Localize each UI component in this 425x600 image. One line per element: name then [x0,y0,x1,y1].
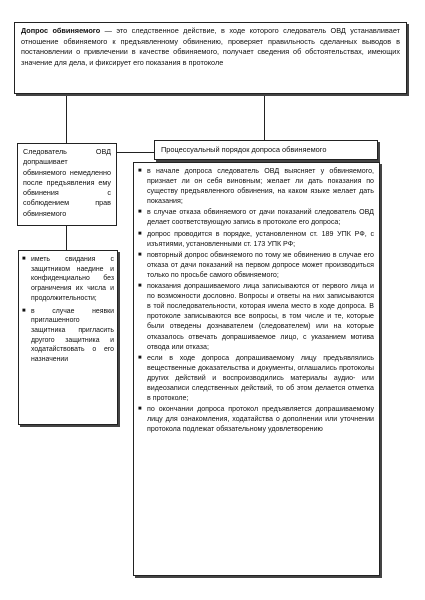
procedure-box [133,162,380,576]
procedure-item: ■ в начале допроса следователь ОВД выясняет у обвиняемого, признает ли он себя виновным; желает ли дать показания по существу предъявленного обвинения, на каком языке желает дать показания; [138,166,374,206]
connector-def-right [264,94,265,140]
investigator-box [17,143,117,226]
procedure-item: ■ показания допрашиваемого лица записываются от первого лица и по возможности дословно. Вопросы и ответы на них записываются в той последовательности, которая имела место в ходе допроса. В протоколе записываются все вопросы, в том числе и те, которые были отведены дознавателем (следователем) или на которые отказалось отвечать допрашиваемое лицо, с указанием мотива отвода или отказа; [138,281,374,352]
procedure-list [138,166,374,434]
rights-item: ■ иметь свидания с защитником наедине и конфиденциально без ограничения их числа и продолжительности; [22,255,114,304]
procedure-item: ■ по окончании допроса протокол предъявляется допрашиваемому лицу для ознакомления, ходатайства о дополнении или уточнении протокола подлежат обязательному удовлетворению [138,404,374,434]
rights-item: ■ в случае неявки приглашенного защитника пригласить другого защитника и ходатайствовать о его назначении [22,307,114,365]
rights-list [22,255,114,365]
procedure-item: ■ допрос проводится в порядке, установленном ст. 189 УПК РФ, с изъятиями, установленными ст. 173 УПК РФ; [138,229,374,249]
investigator-text: Следователь ОВД допрашивает обвиняемого немедленно после предъявления ему обвинения с соблюдением прав обвиняемого [23,147,111,218]
definition-term: Допрос обвиняемого [21,26,101,35]
definition-box [14,22,407,94]
procedure-item: ■ если в ходе допроса допрашиваемому лицу предъявлялись вещественные доказательства и документы, оглашались протоколы других действий и воспроизводились материалы аудио- или видеозаписи следственных действий, то об этом делается отметка в протоколе; [138,353,374,403]
connector-def-left [66,94,67,143]
procedure-title: Процессуальный порядок допроса обвиняемого [161,145,327,154]
connector-investigator-rights [66,226,67,250]
connector-investigator-procedure [117,152,154,153]
definition-text [21,26,400,68]
procedure-title-box [154,140,378,160]
procedure-item: ■ в случае отказа обвиняемого от дачи показаний следователь ОВД делает соответствующую запись в протоколе его допроса; [138,207,374,227]
procedure-item: ■ повторный допрос обвиняемого по тому же обвинению в случае его отказа от дачи показаний на первом допросе может производиться только по просьбе самого обвиняемого; [138,250,374,280]
rights-box [18,250,118,425]
definition-body: — это следственное действие, в ходе которого следователь ОВД устанавливает отношение обвиняемого к предъявленному обвинению, проверяет правильность сделанных выводов в постановлении о привлечении в качестве обвиняемого, получает сведения об обстоятельствах, имеющих значение для дела, и фиксирует его показания в протоколе [21,26,400,67]
